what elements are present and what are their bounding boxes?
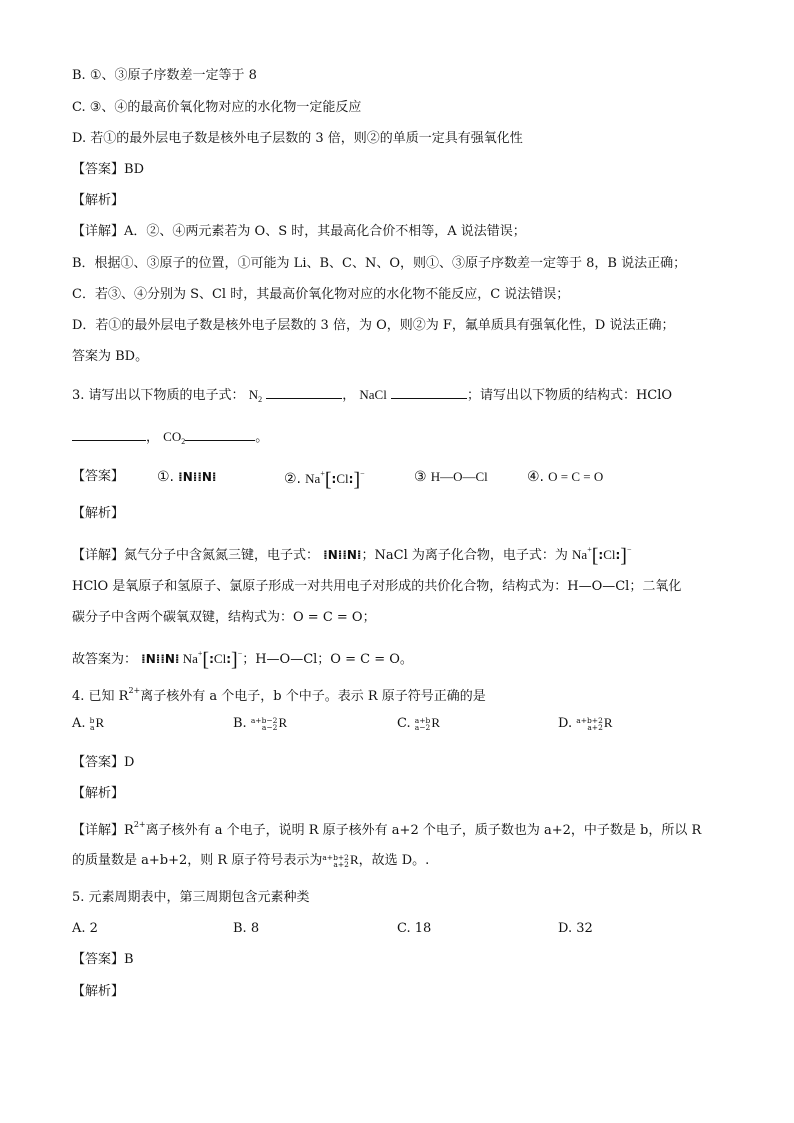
q3-stem-line2	[72, 428, 268, 451]
q2-detail-c: C．若③、④分别为 S、Cl 时，其最高价氧化物对应的水化物不能反应，C 说法错误；	[72, 287, 570, 302]
co2-formula: $CO_2$	[163, 429, 186, 446]
q2-detail-d: D．若①的最外层电子数是核外电子层数的 3 倍，为 O，则②为 F，氟单质具有强氧化性，D 说法正确；	[72, 318, 675, 333]
q2-detail-a	[72, 223, 526, 241]
answer-value: BD	[124, 162, 144, 177]
q4-analysis-tag: 【解析】	[72, 786, 125, 801]
q5-option-d: D. 32	[558, 921, 593, 936]
isotope-symbol: a+b+2 a+2	[322, 852, 349, 869]
q3-answer-1: ①. ⁞N⁞⁞N⁞	[157, 469, 217, 485]
q2-option-d: D. 若①的最外层电子数是核外电子层数的 3 倍，则②的单质一定具有强氧化性	[72, 131, 523, 146]
co2-structure: O = C = O	[548, 469, 604, 484]
answer-blank-n2[interactable]	[266, 386, 342, 399]
answer-blank-co2[interactable]	[185, 428, 255, 441]
nacl-formula: NaCl	[359, 387, 387, 402]
q5-option-a: A. 2	[72, 921, 98, 936]
detail-tag: 【详解】	[72, 548, 125, 563]
q3-detail-line2: HClO 是氧原子和氢原子、氯原子形成一对共用电子对形成的共价化合物，结构式为：H—O—Cl；二氧化	[72, 579, 682, 594]
answer-value: D	[124, 755, 135, 770]
answer-tag: 【答案】	[72, 162, 125, 177]
q3-summary: 故答案为： ⁞N⁞⁞N⁞ Na+[:Cl:]−；H—O—Cl；O = C = O。	[72, 649, 413, 671]
q3-answer-2: ②. Na+[:Cl:]−	[284, 469, 365, 491]
q3-stem-text-2: ；请写出以下物质的结构式：HClO	[466, 388, 673, 403]
nacl-electron-formula: Na+[:Cl:]−	[182, 649, 243, 671]
q4-option-a: A. b aR	[72, 715, 105, 732]
q3-answer-3: ③ H—O—Cl	[414, 469, 488, 485]
q2-conclusion: 答案为 BD。	[72, 349, 149, 364]
q2-answer	[72, 161, 144, 179]
q4-option-b: B. a+b−2 a−2R	[233, 715, 288, 732]
nacl-electron-formula: Na+[:Cl:]−	[305, 469, 365, 491]
hclo-structure: H—O—Cl	[430, 469, 488, 484]
q4-answer	[72, 754, 134, 772]
n2-electron-formula: ⁞N⁞⁞N⁞	[178, 470, 217, 484]
q3-detail-line1: 【详解】氮气分子中含氮氮三键，电子式： ⁞N⁞⁞N⁞；NaCl 为离子化合物，电子式：为 Na+[:Cl:]−	[72, 545, 632, 567]
q5-stem: 5. 元素周期表中，第三周期包含元素种类	[72, 890, 310, 905]
n2-formula: $N_2$	[248, 387, 263, 404]
answer-tag: 【答案】	[72, 755, 125, 770]
q5-option-b: B. 8	[233, 921, 260, 936]
q3-detail-line3: 碳分子中含两个碳氧双键，结构式为：O = C = O；	[72, 610, 376, 625]
period: 。	[255, 430, 269, 445]
q3-analysis-tag: 【解析】	[72, 506, 125, 521]
q2-option-c: C. ③、④的最高价氧化物对应的水化物一定能反应	[72, 100, 362, 115]
q4-stem: 4. 已知 $R^{2+}$离子核外有 a 个电子，b 个中子。表示 R 原子符号正确的是	[72, 686, 486, 704]
q4-option-d: D. a+b+2 a+2R	[558, 715, 613, 732]
answer-tag: 【答案】	[72, 952, 125, 967]
q2-option-b: B. ①、③原子序数差一定等于 8	[72, 68, 257, 83]
nacl-electron-formula: Na+[:Cl:]−	[572, 545, 632, 567]
n2-electron-formula: ⁞N⁞⁞N⁞	[141, 652, 180, 666]
n2-electron-formula: ⁞N⁞⁞N⁞	[323, 548, 362, 562]
q5-answer	[72, 951, 134, 969]
detail-tag: 【详解】	[72, 224, 125, 239]
q3-stem-text: 3. 请写出以下物质的电子式：	[72, 388, 245, 403]
q2-analysis-tag: 【解析】	[72, 193, 125, 208]
q3-answer-tag: 【答案】	[72, 469, 125, 484]
detail-text: A．②、④两元素若为 O、S 时，其最高化合价不相等，A 说法错误；	[124, 224, 526, 239]
q2-detail-b: B．根据①、③原子的位置，①可能为 Li、B、C、N、O，则①、③原子序数差一定等于 8，B 说法正确；	[72, 256, 687, 271]
answer-blank-hclo[interactable]	[72, 428, 146, 441]
comma: ，	[342, 388, 356, 403]
answer-blank-nacl[interactable]	[391, 386, 467, 399]
q4-detail-line1: 【详解】$R^{2+}$离子核外有 a 个电子，说明 R 原子核外有 a+2 个电子，质子数也为 a+2，中子数是 b，所以 R	[72, 820, 702, 838]
q4-option-c: C. a+b a−2R	[397, 715, 440, 732]
comma: ，	[146, 430, 160, 445]
q4-detail-line2: 的质量数是 a+b+2，则 R 原子符号表示为a+b+2 a+2R，故选 D。.	[72, 852, 430, 869]
answer-value: B	[124, 952, 134, 967]
q5-option-c: C. 18	[397, 921, 432, 936]
q3-stem-line1	[72, 386, 672, 409]
detail-tag: 【详解】	[72, 823, 125, 838]
q5-analysis-tag: 【解析】	[72, 984, 125, 999]
q3-answer-4: ④. O = C = O	[527, 469, 604, 485]
